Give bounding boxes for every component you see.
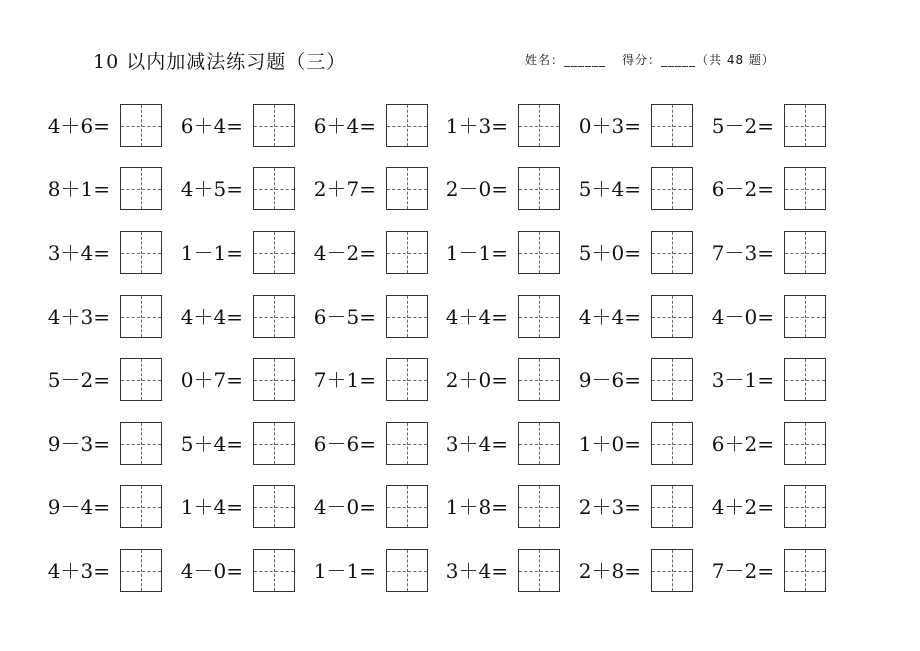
answer-box[interactable] (253, 358, 295, 401)
answer-box[interactable] (386, 295, 428, 338)
problem-item (165, 295, 295, 341)
answer-box[interactable] (120, 549, 162, 592)
problem-expression: 6－5= (313, 305, 376, 329)
problem-item (165, 549, 295, 595)
problem-item (32, 295, 162, 341)
problem-expression: 6＋4= (313, 114, 376, 138)
problem-expression: 1＋8= (445, 495, 508, 519)
problem-expression: 4＋4= (180, 305, 243, 329)
problem-expression: 5－2= (47, 368, 110, 392)
problem-item (696, 358, 826, 404)
problem-item (430, 422, 560, 468)
answer-box[interactable] (253, 295, 295, 338)
problem-expression: 6＋2= (711, 432, 774, 456)
score-field-label: 得分：_____（共 48 题） (622, 53, 775, 67)
problem-expression: 1＋3= (445, 114, 508, 138)
problem-expression: 2－0= (445, 177, 508, 201)
problem-expression: 4＋5= (180, 177, 243, 201)
answer-box[interactable] (651, 549, 693, 592)
problem-item (563, 104, 693, 150)
problem-expression: 2＋3= (578, 495, 641, 519)
problem-item (165, 422, 295, 468)
problem-expression: 5－2= (711, 114, 774, 138)
problem-item (696, 295, 826, 341)
answer-box[interactable] (784, 295, 826, 338)
problem-expression: 4＋6= (47, 114, 110, 138)
answer-box[interactable] (120, 358, 162, 401)
problem-item (298, 231, 428, 277)
problem-expression: 2＋0= (445, 368, 508, 392)
problem-item (32, 231, 162, 277)
problem-item (298, 485, 428, 531)
problem-item (563, 485, 693, 531)
problem-expression: 1－1= (313, 559, 376, 583)
problem-item (430, 549, 560, 595)
problem-item (32, 549, 162, 595)
answer-box[interactable] (386, 231, 428, 274)
problem-expression: 9－4= (47, 495, 110, 519)
problem-expression: 4＋2= (711, 495, 774, 519)
problem-expression: 2＋8= (578, 559, 641, 583)
problem-expression: 7－2= (711, 559, 774, 583)
problem-item (563, 549, 693, 595)
worksheet-title: 10 以内加减法练习题（三） (93, 51, 347, 73)
problem-item (298, 295, 428, 341)
answer-box[interactable] (651, 167, 693, 210)
problem-item (165, 104, 295, 150)
problem-item (32, 167, 162, 213)
answer-box[interactable] (651, 104, 693, 147)
answer-box[interactable] (253, 485, 295, 528)
answer-box[interactable] (518, 549, 560, 592)
answer-box[interactable] (120, 295, 162, 338)
answer-box[interactable] (518, 231, 560, 274)
problem-item (563, 231, 693, 277)
problem-item (32, 422, 162, 468)
problem-expression: 4－0= (313, 495, 376, 519)
problem-item (298, 549, 428, 595)
problem-expression: 6－6= (313, 432, 376, 456)
answer-box[interactable] (784, 422, 826, 465)
problem-expression: 3＋4= (47, 241, 110, 265)
answer-box[interactable] (120, 167, 162, 210)
answer-box[interactable] (651, 231, 693, 274)
problem-item (32, 358, 162, 404)
problem-item (696, 422, 826, 468)
answer-box[interactable] (386, 358, 428, 401)
problem-item (298, 167, 428, 213)
problem-expression: 9－6= (578, 368, 641, 392)
answer-box[interactable] (120, 104, 162, 147)
problem-item (563, 358, 693, 404)
answer-box[interactable] (253, 104, 295, 147)
problem-expression: 9－3= (47, 432, 110, 456)
problem-item (430, 295, 560, 341)
problem-item (32, 485, 162, 531)
answer-box[interactable] (651, 422, 693, 465)
problem-expression: 0＋7= (180, 368, 243, 392)
answer-box[interactable] (518, 167, 560, 210)
answer-box[interactable] (120, 231, 162, 274)
problem-item (165, 231, 295, 277)
answer-box[interactable] (784, 358, 826, 401)
answer-box[interactable] (120, 422, 162, 465)
problem-item (430, 231, 560, 277)
problem-item (696, 485, 826, 531)
problem-expression: 3＋4= (445, 432, 508, 456)
problem-item (430, 104, 560, 150)
problem-expression: 1－1= (180, 241, 243, 265)
problem-item (298, 358, 428, 404)
answer-box[interactable] (253, 549, 295, 592)
problem-expression: 7－3= (711, 241, 774, 265)
problem-expression: 8＋1= (47, 177, 110, 201)
problem-expression: 4－2= (313, 241, 376, 265)
answer-box[interactable] (784, 167, 826, 210)
problem-expression: 6＋4= (180, 114, 243, 138)
problem-expression: 5＋4= (578, 177, 641, 201)
problem-item (430, 358, 560, 404)
problem-item (298, 104, 428, 150)
problem-item (696, 104, 826, 150)
answer-box[interactable] (784, 549, 826, 592)
problem-expression: 3－1= (711, 368, 774, 392)
answer-box[interactable] (386, 104, 428, 147)
name-field-label: 姓名：______ (525, 53, 607, 67)
answer-box[interactable] (518, 485, 560, 528)
answer-box[interactable] (386, 167, 428, 210)
problem-item (563, 295, 693, 341)
problem-expression: 1－1= (445, 241, 508, 265)
problem-expression: 4－0= (711, 305, 774, 329)
answer-box[interactable] (651, 485, 693, 528)
problem-expression: 5＋4= (180, 432, 243, 456)
problem-item (696, 167, 826, 213)
problem-item (165, 167, 295, 213)
problem-item (32, 104, 162, 150)
problem-expression: 6－2= (711, 177, 774, 201)
problem-expression: 7＋1= (313, 368, 376, 392)
answer-box[interactable] (253, 167, 295, 210)
answer-box[interactable] (784, 104, 826, 147)
answer-box[interactable] (518, 295, 560, 338)
answer-box[interactable] (386, 422, 428, 465)
answer-box[interactable] (518, 104, 560, 147)
problem-item (563, 167, 693, 213)
problem-expression: 4＋4= (578, 305, 641, 329)
problem-expression: 4＋4= (445, 305, 508, 329)
problem-item (298, 422, 428, 468)
problem-expression: 1＋4= (180, 495, 243, 519)
answer-box[interactable] (386, 549, 428, 592)
problem-item (430, 167, 560, 213)
problem-item (165, 485, 295, 531)
problem-item (165, 358, 295, 404)
answer-box[interactable] (253, 231, 295, 274)
problem-expression: 4＋3= (47, 305, 110, 329)
answer-box[interactable] (784, 485, 826, 528)
answer-box[interactable] (386, 485, 428, 528)
problem-item (696, 549, 826, 595)
problem-expression: 0＋3= (578, 114, 641, 138)
answer-box[interactable] (651, 295, 693, 338)
answer-box[interactable] (784, 231, 826, 274)
answer-box[interactable] (253, 422, 295, 465)
answer-box[interactable] (518, 422, 560, 465)
answer-box[interactable] (518, 358, 560, 401)
answer-box[interactable] (651, 358, 693, 401)
problem-item (563, 422, 693, 468)
problem-expression: 1＋0= (578, 432, 641, 456)
problem-expression: 4＋3= (47, 559, 110, 583)
problem-item (430, 485, 560, 531)
problem-expression: 5＋0= (578, 241, 641, 265)
problem-expression: 2＋7= (313, 177, 376, 201)
answer-box[interactable] (120, 485, 162, 528)
problem-expression: 3＋4= (445, 559, 508, 583)
problem-item (696, 231, 826, 277)
problem-expression: 4－0= (180, 559, 243, 583)
